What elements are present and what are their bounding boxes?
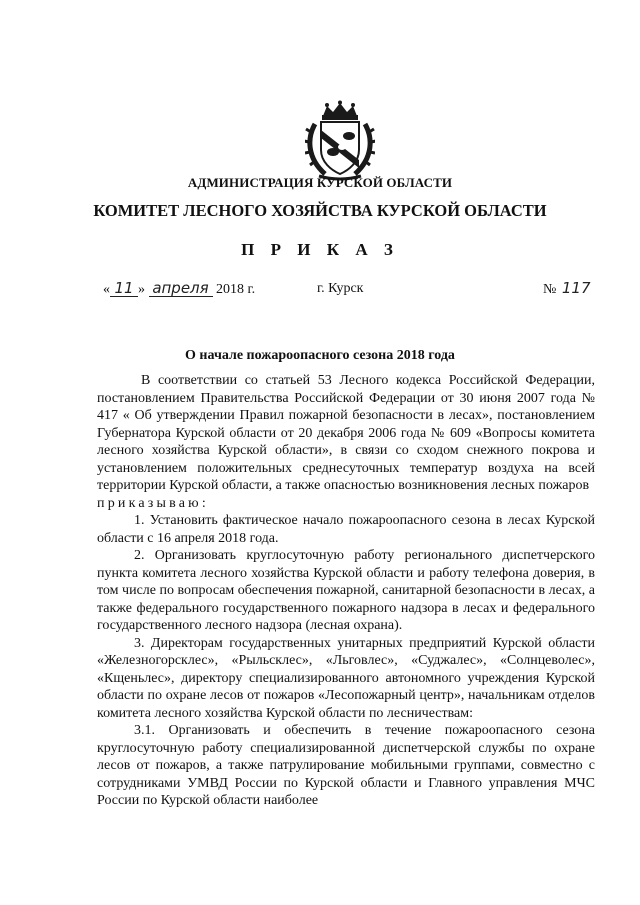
clause-3: 3. Директорам государственных унитарных предприятий Курской области «Железногорсклес», «Рыльсклес», «Льговлес», «Суджалес», «Солнцеволес», «Кщеньлес», директору специализированного автономного учреждения Курской области по охране лесов от пожаров «Лесопожарный центр», начальникам отделов комитета лесного хозяйства Курской области по лесничествам: [97,635,595,721]
clause-3-1: 3.1. Организовать и обеспечить в течение пожароопасного сезона круглосуточную работу специализированной диспетчерской службы по охране лесов от пожаров, а также патрулирование мобильными группами, совместно с сотрудниками УМВД России по Курской области и Главного управления МЧС России по Курской области наиболее [97,723,595,808]
order-city: г. Курск [317,281,364,296]
document-type-title: П Р И К А З [241,240,399,259]
handwritten-number: 117 [561,279,591,297]
handwritten-day: 11 [110,281,138,297]
order-year: 2018 г. [216,282,256,297]
clause-1: 1. Установить фактическое начало пожароопасного сезона в лесах Курской области с 16 апреля 2018 года. [97,513,595,546]
handwritten-month: апреля [149,281,213,297]
preamble-paragraph: В соответствии со статьей 53 Лесного кодекса Российской Федерации, постановлением Правительства Российской Федерации от 30 июня 2007 года № 417 « Об утверждении Правил пожарной безопасности в лесах», постановлением Губернатора Курской области от 20 декабря 2006 года № 609 «Вопросы комитета лесного хозяйства Курской области», в связи со сходом снежного покрова и установлением положительных среднесуточных температур воздуха на всей территории Курской области, а также опасностью возникновения лесных пожаров [97,373,595,493]
order-directive: приказываю: [97,495,209,511]
order-subject: О начале пожароопасного сезона 2018 года [185,348,455,363]
order-body [97,372,595,810]
order-number [543,281,604,298]
organization-name: АДМИНИСТРАЦИЯ КУРСКОЙ ОБЛАСТИ [187,175,453,190]
coat-of-arms-emblem [305,100,375,182]
order-dateline [0,281,640,303]
committee-name: КОМИТЕТ ЛЕСНОГО ХОЗЯЙСТВА КУРСКОЙ ОБЛАСТИ [93,201,547,220]
clause-2: 2. Организовать круглосуточную работу регионального диспетчерского пункта комитета лесного хозяйства Курской области и работу телефона доверия, в том числе по вопросам обеспечения пожарной, санитарной безопасности в лесах, а также федерального государственного пожарного надзора в лесах и федерального государственного лесного надзора (лесная охрана). [97,548,595,633]
order-date: « 11 » апреля 2018 г. [103,279,256,297]
number-label: № [543,282,557,297]
